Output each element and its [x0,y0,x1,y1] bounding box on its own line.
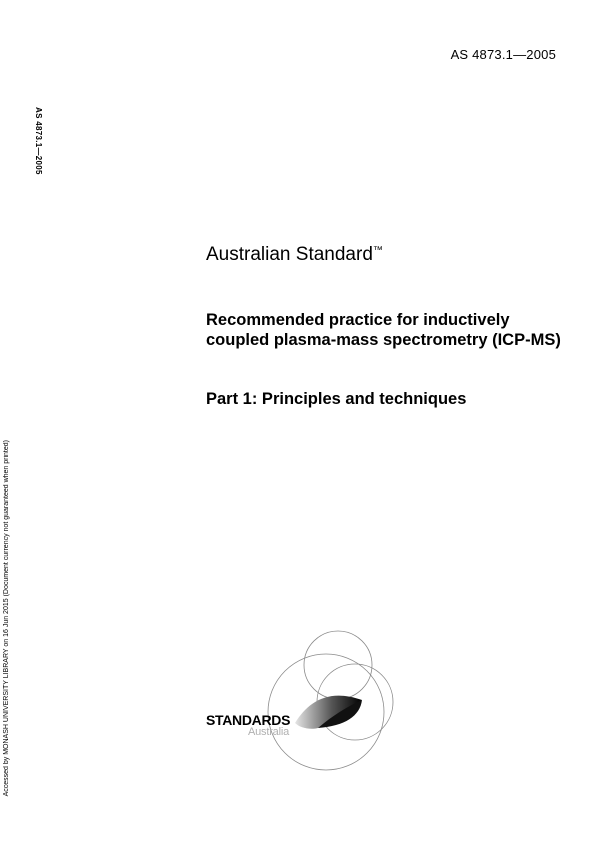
standards-australia-logo [190,620,420,830]
logo-wordmark: STANDARDS [206,712,291,728]
document-title: Recommended practice for inductively coupled plasma-mass spectrometry (ICP-MS) [206,311,561,349]
access-notice: Accessed by MONASH UNIVERSITY LIBRARY on 16 Jun 2015 (Document currency not guaranteed when printed) [3,439,10,796]
spine-document-number: AS 4873.1—2005 [34,107,43,175]
part-title: Part 1: Principles and techniques [206,390,467,408]
document-number: AS 4873.1—2005 [450,47,556,62]
trademark-mark: ™ [372,245,383,256]
logo-subtext: Australia [248,726,289,738]
standard-label [206,244,383,266]
standard-label-text: Australian Standard [206,244,373,265]
